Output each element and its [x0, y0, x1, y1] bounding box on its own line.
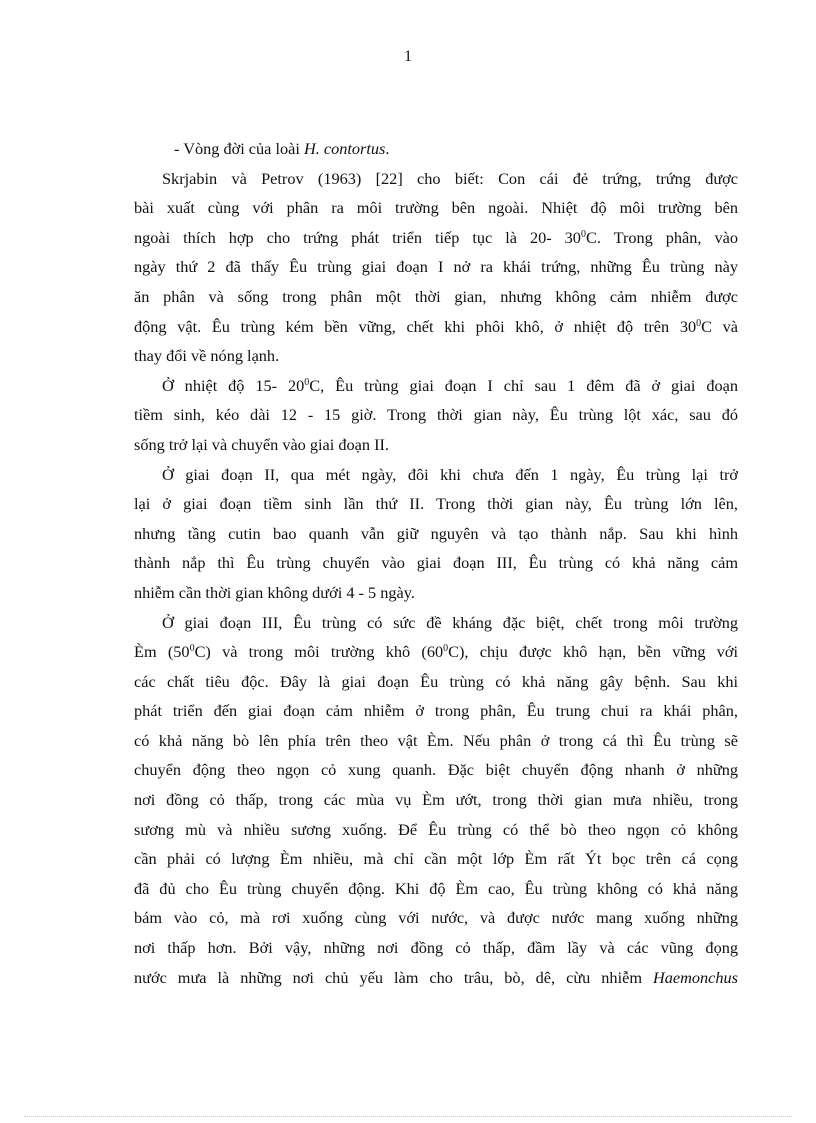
paragraph-line: có khả năng bò lên phía trên theo vật Èm. Nếu phân ở trong cá thì Êu trùng sẽ	[134, 730, 738, 750]
paragraph-line: Skrjabin và Petrov (1963) [22] cho biết: Con cái đẻ trứng, trứng được	[162, 168, 738, 188]
genus-name: Haemonchus	[652, 967, 738, 987]
page-number: 1	[404, 48, 412, 65]
body-text	[134, 134, 738, 992]
paragraph-line: cần phải có lượng Èm nhiều, mà chỉ cần một lớp Èm rất Ýt bọc trên cá cọng	[134, 849, 738, 869]
species-name: H. contortus	[303, 139, 386, 158]
paragraph-line: nơi thấp hơn. Bởi vậy, những nơi đồng cỏ thấp, đầm lầy và các vũng đọng	[134, 938, 738, 958]
text-run: Èm (50	[134, 642, 190, 662]
paragraph-line: nhưng tầng cutin bao quanh vẫn giữ nguyên và tạo thành nắp. Sau khi hình	[134, 523, 738, 543]
paragraph-line	[134, 637, 738, 667]
text-run: C), chịu được khô hạn, bền vững với	[448, 642, 738, 662]
text-run: ngoài thích hợp cho trứng phát triển tiếp tục là 20- 30	[134, 227, 581, 247]
degree-superscript: 0	[580, 228, 586, 240]
degree-superscript: 0	[189, 643, 195, 655]
page-bottom-divider	[24, 1116, 792, 1117]
paragraph-line	[134, 223, 738, 253]
text-run: Ở nhiệt độ 15- 20	[162, 375, 305, 395]
text-run: .	[385, 139, 390, 158]
text-run: C) và trong môi trường khô (60	[194, 642, 444, 662]
paragraph-line: lại ở giai đoạn tiềm sinh lần thứ II. Trong thời gian này, Êu trùng lớn lên,	[134, 494, 738, 514]
paragraph-line: thay đổi về nóng lạnh.	[134, 346, 280, 366]
text-run: C và	[701, 316, 738, 336]
paragraph-line	[134, 312, 738, 342]
text-run: C. Trong phân, vào	[585, 227, 738, 247]
paragraph-line: ngày thứ 2 đã thấy Êu trùng giai đoạn I nở ra khái trứng, những Êu trùng này	[134, 257, 738, 277]
paragraph-line: phát triển đến giai đoạn cảm nhiễm ở trong phân, Êu trung chui ra khái phân,	[134, 701, 738, 721]
paragraph-line: nhiễm cần thời gian không dưới 4 - 5 ngày.	[134, 582, 415, 602]
text-run: - Vòng đời của loài	[174, 139, 304, 158]
degree-superscript: 0	[696, 317, 702, 329]
paragraph-line: các chất tiêu độc. Đây là giai đoạn Êu trùng có khả năng gây bệnh. Sau khi	[134, 671, 738, 691]
paragraph-line	[134, 371, 738, 401]
paragraph-line: Ở giai đoạn II, qua mét ngày, đôi khi chưa đến 1 ngày, Êu trùng lại trở	[162, 464, 738, 484]
paragraph-line: nơi đồng cỏ thấp, trong các mùa vụ Èm ướt, trong thời gian mưa nhiều, trong	[134, 790, 738, 810]
paragraph-line: bài xuất cùng với phân ra môi trường bên ngoài. Nhiệt độ môi trường bên	[134, 198, 738, 218]
section-heading-line	[134, 134, 738, 164]
paragraph-line: thành nắp thì Êu trùng chuyển vào giai đoạn III, Êu trùng có khả năng cảm	[134, 553, 738, 573]
paragraph-line: bám vào cỏ, mà rơi xuống cùng với nước, và được nước mang xuống những	[134, 908, 738, 928]
degree-superscript: 0	[304, 376, 310, 388]
paragraph-line: ăn phân và sống trong phân một thời gian, nhưng không cảm nhiễm được	[134, 286, 738, 306]
paragraph-line: Ở giai đoạn III, Êu trùng có sức đề kháng đặc biệt, chết trong môi trường	[162, 612, 738, 632]
paragraph-line: tiềm sinh, kéo dài 12 - 15 giờ. Trong thời gian này, Êu trùng lột xác, sau đó	[134, 405, 738, 425]
text-run: nước mưa là những nơi chủ yếu làm cho trâu, bò, dê, cừu nhiễm	[134, 967, 653, 987]
text-run: C, Êu trùng giai đoạn I chỉ sau 1 đêm đã ở giai đoạn	[309, 375, 738, 395]
paragraph-line: đã đủ cho Êu trùng chuyển động. Khi độ Èm cao, Êu trùng không có khả năng	[134, 878, 738, 898]
paragraph-line: sống trở lại và chuyển vào giai đoạn II.	[134, 434, 390, 454]
paragraph-line: chuyển động theo ngọn cỏ xung quanh. Đặc biệt chuyển động nhanh ở những	[134, 760, 738, 780]
text-run: động vật. Êu trùng kém bền vững, chết khi phôi khô, ở nhiệt độ trên 30	[134, 316, 697, 336]
paragraph-line	[134, 963, 738, 993]
degree-superscript: 0	[443, 643, 449, 655]
paragraph-line: sương mù và nhiều sương xuống. Để Êu trùng có thể bò theo ngọn cỏ không	[134, 819, 738, 839]
